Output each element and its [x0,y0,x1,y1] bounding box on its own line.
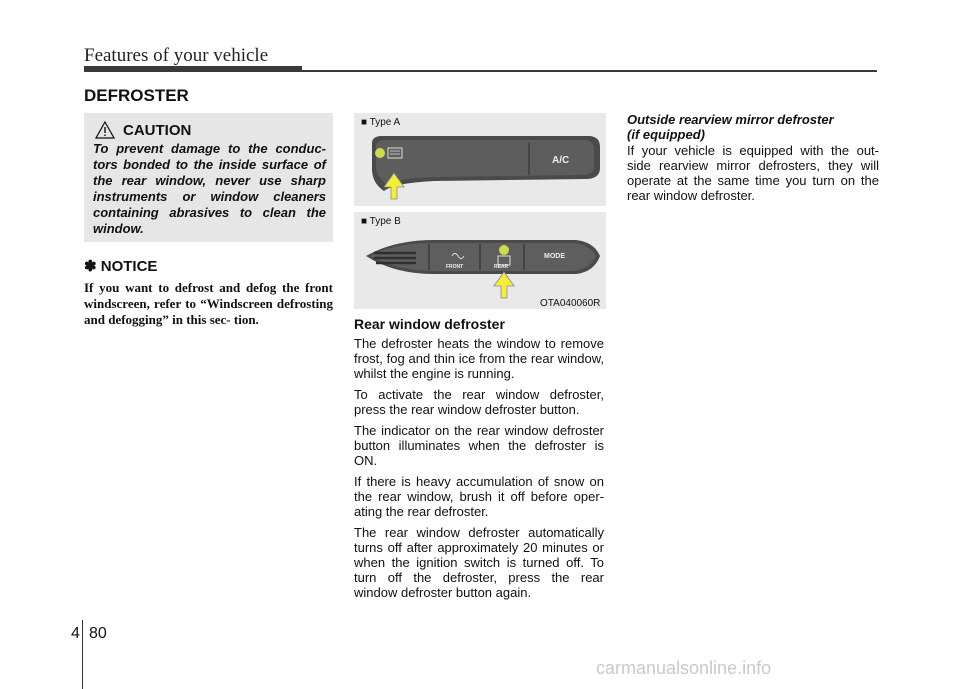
header-rule [84,70,877,72]
warning-triangle-icon [95,121,115,139]
rear-defroster-paragraph: The defroster heats the window to remove frost, fog and thin ice from the rear window, whilst the engine is running. [354,336,604,381]
rear-button-label: REAR [494,264,509,270]
mirror-defroster-heading-line2: (if equipped) [627,127,705,142]
page-header-title: Features of your vehicle [84,45,269,66]
chapter-number: 4 [71,625,80,642]
caution-heading [95,121,191,139]
front-button-label: FRONT [446,264,464,270]
rear-defroster-paragraph: The rear window defroster automatically turns off after approximately 20 minutes or when the ignition switch is turned off. To turn off the defroster, press the rear window defroster button again. [354,525,604,600]
figure-type-b-label: ■ Type B [361,216,401,227]
rear-defroster-heading: Rear window defroster [354,316,505,332]
mode-button-label: MODE [544,253,565,260]
notice-title: ✽ NOTICE [84,258,158,275]
mirror-defroster-text: If your vehicle is equipped with the out- side rearview mirror defrosters, they will operate at the same time you turn on the rear window defroster. [627,143,879,203]
figure-type-a-label: ■ Type A [361,117,401,128]
notice-text: If you want to defrost and defog the front windscreen, refer to “Windscreen defrosting and defogging” in this sec- tion. [84,280,333,327]
mirror-defroster-heading [627,112,879,142]
type-b-control-panel-illustration [354,212,606,309]
page-number: 80 [89,625,107,642]
section-title: DEFROSTER [84,86,189,105]
page-number-divider [82,620,83,689]
figure-code: OTA040060R [540,298,601,309]
watermark: carmanualsonline.info [596,658,772,678]
caution-title: CAUTION [123,121,192,139]
figure-type-a [354,113,606,206]
rear-defroster-paragraph: The indicator on the rear window defroster button illuminates when the defroster is ON. [354,423,604,468]
ac-button-label: A/C [552,155,570,166]
mirror-defroster-heading-line1: Outside rearview mirror defroster [627,112,834,127]
rear-defroster-paragraph: If there is heavy accumulation of snow on the rear window, brush it off before oper- ating the rear defroster. [354,474,604,519]
rear-defroster-paragraph: To activate the rear window defroster, press the rear window defroster button. [354,387,604,417]
rear-defroster-body [354,336,604,606]
figure-type-b [354,212,606,309]
caution-text: To prevent damage to the conduc- tors bonded to the inside surface of the rear window, never use sharp instruments or window cleaners containing abrasives to clean the window. [93,141,326,236]
